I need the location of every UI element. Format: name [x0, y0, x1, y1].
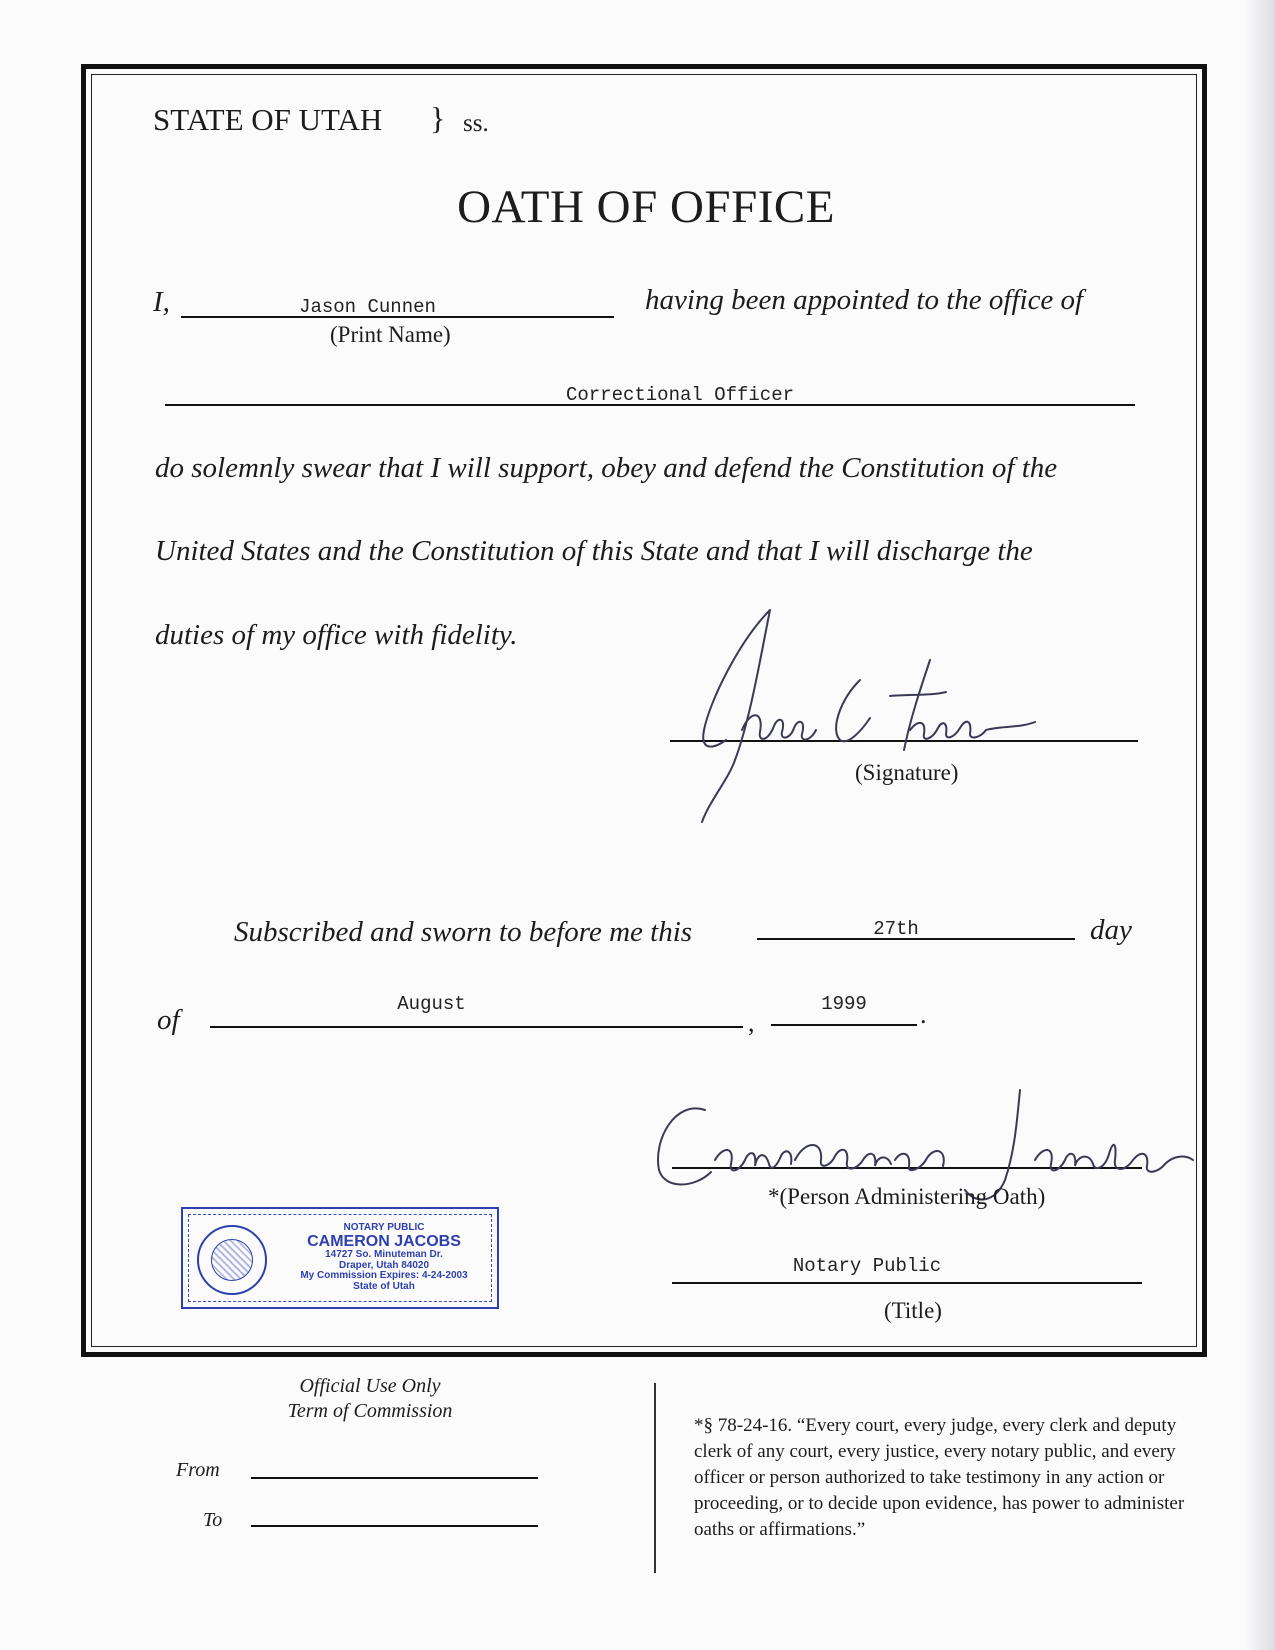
of-word: of: [157, 1004, 180, 1036]
brace-symbol: }: [430, 100, 446, 136]
state-heading: STATE OF UTAH: [153, 102, 383, 137]
seal-emblem: [211, 1239, 253, 1281]
document-title: OATH OF OFFICE: [457, 181, 835, 233]
date-period: .: [920, 1000, 927, 1029]
stamp-line-3: 14727 So. Minuteman Dr.: [325, 1249, 443, 1261]
to-label: To: [203, 1509, 223, 1531]
office-value: Correctional Officer: [565, 384, 795, 406]
official-use-heading: Official Use Only: [299, 1375, 441, 1397]
notary-seal-icon: [197, 1225, 267, 1295]
title-underline: [672, 1282, 1142, 1284]
oath-text-line-3: duties of my office with fidelity.: [155, 619, 518, 651]
notary-stamp: [181, 1207, 499, 1309]
day-word: day: [1090, 914, 1132, 946]
title-value: Notary Public: [792, 1255, 942, 1277]
oath-prefix: I,: [153, 286, 170, 318]
day-value: 27th: [873, 918, 919, 940]
oath-text-line-2: United States and the Constitution of this State and that I will discharge the: [155, 535, 1033, 567]
ss-abbreviation: ss.: [463, 110, 489, 137]
stamp-line-1: NOTARY PUBLIC: [343, 1222, 425, 1233]
print-name-caption: (Print Name): [330, 322, 451, 347]
month-underline: [210, 1026, 743, 1028]
print-name-value: Jason Cunnen: [299, 296, 436, 318]
stamp-text-block: [279, 1223, 489, 1292]
term-of-commission-heading: Term of Commission: [287, 1400, 453, 1422]
statute-footnote: *§ 78-24-16. “Every court, every judge, every clerk and deputy clerk of any court, every justice, every notary public, and every officer or person authorized to take testimony in any action or proceeding, or to decide upon evidence, has power to administer oaths or affirmations.”: [694, 1415, 1185, 1540]
year-value: 1999: [821, 993, 867, 1015]
stamp-line-5: My Commission Expires: 4-24-2003: [300, 1270, 468, 1282]
appointment-suffix: having been appointed to the office of: [645, 284, 1084, 316]
year-underline: [771, 1024, 917, 1026]
oath-text-line-1: do solemnly swear that I will support, obey and defend the Constitution of the: [155, 452, 1058, 484]
from-underline: [251, 1477, 538, 1479]
stamp-line-6: State of Utah: [353, 1280, 415, 1292]
sworn-prefix: Subscribed and sworn to before me this: [234, 916, 693, 948]
footer-divider: [654, 1383, 656, 1573]
stamp-line-4: Draper, Utah 84020: [338, 1259, 430, 1271]
month-value: August: [397, 993, 466, 1015]
stamp-line-2: CAMERON JACOBS: [307, 1232, 461, 1250]
signature-caption: (Signature): [855, 760, 959, 785]
to-underline: [251, 1525, 538, 1527]
title-caption: (Title): [884, 1298, 942, 1323]
scan-edge-shadow: [1245, 0, 1275, 1650]
from-label: From: [176, 1459, 220, 1481]
administrator-caption: *(Person Administering Oath): [768, 1184, 1046, 1209]
signature-image: [690, 600, 1090, 830]
date-comma: ,: [748, 1008, 755, 1037]
